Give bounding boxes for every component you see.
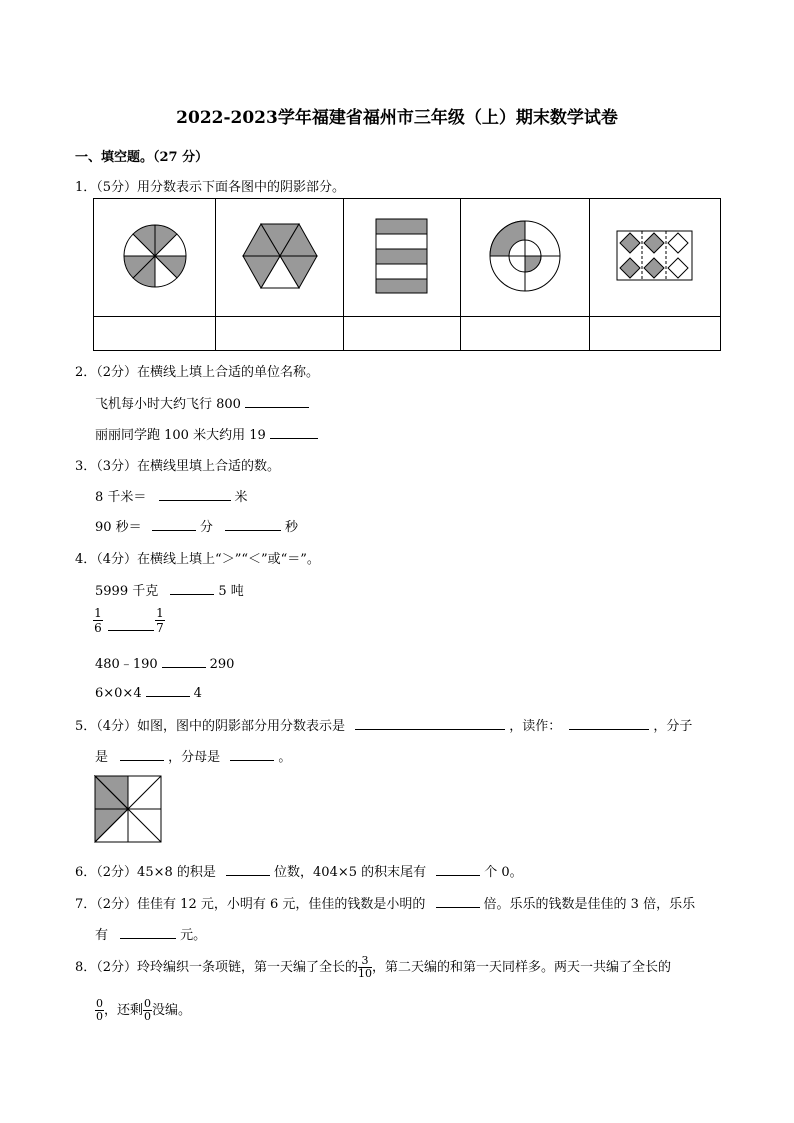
q8-text-a: 8．（2分）玲玲编织一条项链，第一天编了全长的 <box>75 960 359 975</box>
hexagon-figure <box>241 221 319 291</box>
q7-text-b: 倍。乐乐的钱数是佳佳的 3 倍，乐乐 <box>483 897 696 912</box>
q4-fraction-left <box>93 606 103 635</box>
q2-line2-text: 丽丽同学跑 100 米大约用 19 <box>95 428 266 443</box>
answer-cell-1[interactable] <box>94 317 216 351</box>
section-heading: 一、填空题。（27 分） <box>75 150 209 165</box>
q5-line2-c: 。 <box>278 750 292 765</box>
q5-square-figure <box>94 775 162 843</box>
q6-blank-2[interactable] <box>436 863 480 876</box>
question-7-line-1 <box>75 893 695 912</box>
q8-fraction-1 <box>358 955 372 980</box>
q7-line2-b: 元。 <box>180 928 207 943</box>
question-6-line <box>75 861 523 880</box>
q3-line2-unit-a: 分 <box>199 520 213 535</box>
question-4-line-3 <box>95 653 234 672</box>
question-8-line-2 <box>95 998 191 1023</box>
q2-blank-1[interactable] <box>245 395 309 408</box>
question-8-line-1 <box>75 955 671 980</box>
q8-frac3-den: 0 <box>144 1010 152 1023</box>
q8-fraction-2[interactable] <box>95 998 104 1023</box>
q7-line2-a: 有 <box>95 928 109 943</box>
answer-cell-5[interactable] <box>590 317 721 351</box>
q5-text-c: ，分子 <box>653 719 693 734</box>
answer-cell-2[interactable] <box>216 317 344 351</box>
q4-frac-right-num: 1 <box>156 606 164 620</box>
q6-text-c: 个 0。 <box>484 865 523 880</box>
q5-blank-denominator[interactable] <box>230 748 274 761</box>
question-4-line-1 <box>95 580 244 599</box>
q4-line4-right: 4 <box>193 686 202 701</box>
diamond-grid-figure <box>616 230 694 282</box>
answer-cell-3[interactable] <box>344 317 461 351</box>
question-3-line-2 <box>95 516 298 535</box>
q4-frac-left-den: 6 <box>94 621 102 635</box>
q5-text-a: 5．（4分）如图，图中的阴影部分用分数表示是 <box>75 719 346 734</box>
q5-blank-fraction[interactable] <box>355 717 505 730</box>
q4-fraction-right <box>155 606 165 635</box>
question-5-line-2 <box>95 746 291 765</box>
q3-line2-prefix: 90 秒＝ <box>95 520 142 535</box>
q4-line1-left: 5999 千克 <box>95 584 159 599</box>
question-2-line-2 <box>95 424 322 443</box>
q8-frac3-num: 0 <box>144 997 152 1010</box>
question-7-line-2 <box>95 924 206 943</box>
q3-line1-prefix: 8 千米＝ <box>95 490 147 505</box>
q4-line1-right: 5 吨 <box>218 584 244 599</box>
q2-line1-text: 飞机每小时大约飞行 800 <box>95 397 241 412</box>
q8-frac2-num: 0 <box>96 997 103 1010</box>
question-1-text: 1．（5分）用分数表示下面各图中的阴影部分。 <box>75 180 346 195</box>
q4-blank-2[interactable] <box>108 630 154 631</box>
hexagon-cell <box>216 199 344 317</box>
answer-cell-4[interactable] <box>461 317 590 351</box>
q2-blank-2[interactable] <box>270 426 318 439</box>
exam-title: 2022-2023学年福建省福州市三年级（上）期末数学试卷 <box>176 108 618 128</box>
q4-line3-left: 480﹣190 <box>95 657 158 672</box>
q4-blank-3[interactable] <box>162 655 206 668</box>
q5-line2-a: 是 <box>95 750 109 765</box>
q8-text-b: ，第二天编的和第一天同样多。两天一共编了全长的 <box>372 960 672 975</box>
q3-blank-2[interactable] <box>152 518 196 531</box>
q7-text-a: 7．（2分）佳佳有 12 元，小明有 6 元，佳佳的钱数是小明的 <box>75 897 426 912</box>
question-4-line-4 <box>95 684 202 701</box>
q6-text-a: 6．（2分）45×8 的积是 <box>75 865 216 880</box>
q5-blank-numerator[interactable] <box>120 748 164 761</box>
q4-frac-right-den: 7 <box>156 621 164 635</box>
q3-blank-1[interactable] <box>159 488 231 501</box>
q4-line3-right: 290 <box>209 657 235 672</box>
question-3-text: 3．（3分）在横线里填上合适的数。 <box>75 459 281 474</box>
question-2-text: 2．（2分）在横线上填上合适的单位名称。 <box>75 365 320 380</box>
circle-eighths-cell <box>94 199 216 317</box>
q4-blank-1[interactable] <box>170 582 214 595</box>
diamond-grid-cell <box>590 199 721 317</box>
q4-frac-left-num: 1 <box>94 606 102 620</box>
q8-frac2-den: 0 <box>96 1010 103 1023</box>
q7-blank-1[interactable] <box>436 895 480 908</box>
question-2-line-1 <box>95 393 313 412</box>
q4-line4-left: 6×0×4 <box>95 686 142 701</box>
question-4-text: 4．（4分）在横线上填上“＞”“＜”或“＝”。 <box>75 552 320 567</box>
striped-rectangle-figure <box>375 217 429 295</box>
question-3-line-1 <box>95 486 248 505</box>
circle-eighths-figure <box>120 221 190 291</box>
striped-rectangle-cell <box>344 199 461 317</box>
q5-text-b: ，读作： <box>509 719 562 734</box>
q8-fraction-3[interactable] <box>143 998 152 1023</box>
q7-blank-2[interactable] <box>120 926 176 939</box>
q5-blank-reading[interactable] <box>569 717 649 730</box>
question-5-line-1 <box>75 715 692 734</box>
q8-frac1-den: 10 <box>358 967 373 980</box>
q8-text-c: ，还剩 <box>104 1003 144 1018</box>
q8-text-d: 没编。 <box>152 1003 192 1018</box>
q3-blank-3[interactable] <box>225 518 281 531</box>
shape-figure-table <box>93 198 721 351</box>
ring-cell <box>461 199 590 317</box>
ring-figure <box>487 218 563 294</box>
q4-blank-4[interactable] <box>146 684 190 697</box>
q8-frac1-num: 3 <box>358 955 372 968</box>
q3-line2-unit-b: 秒 <box>284 520 298 535</box>
q5-line2-b: ，分母是 <box>168 750 221 765</box>
q6-blank-1[interactable] <box>226 863 270 876</box>
q3-line1-unit: 米 <box>234 490 248 505</box>
q6-text-b: 位数，404×5 的积末尾有 <box>274 865 427 880</box>
